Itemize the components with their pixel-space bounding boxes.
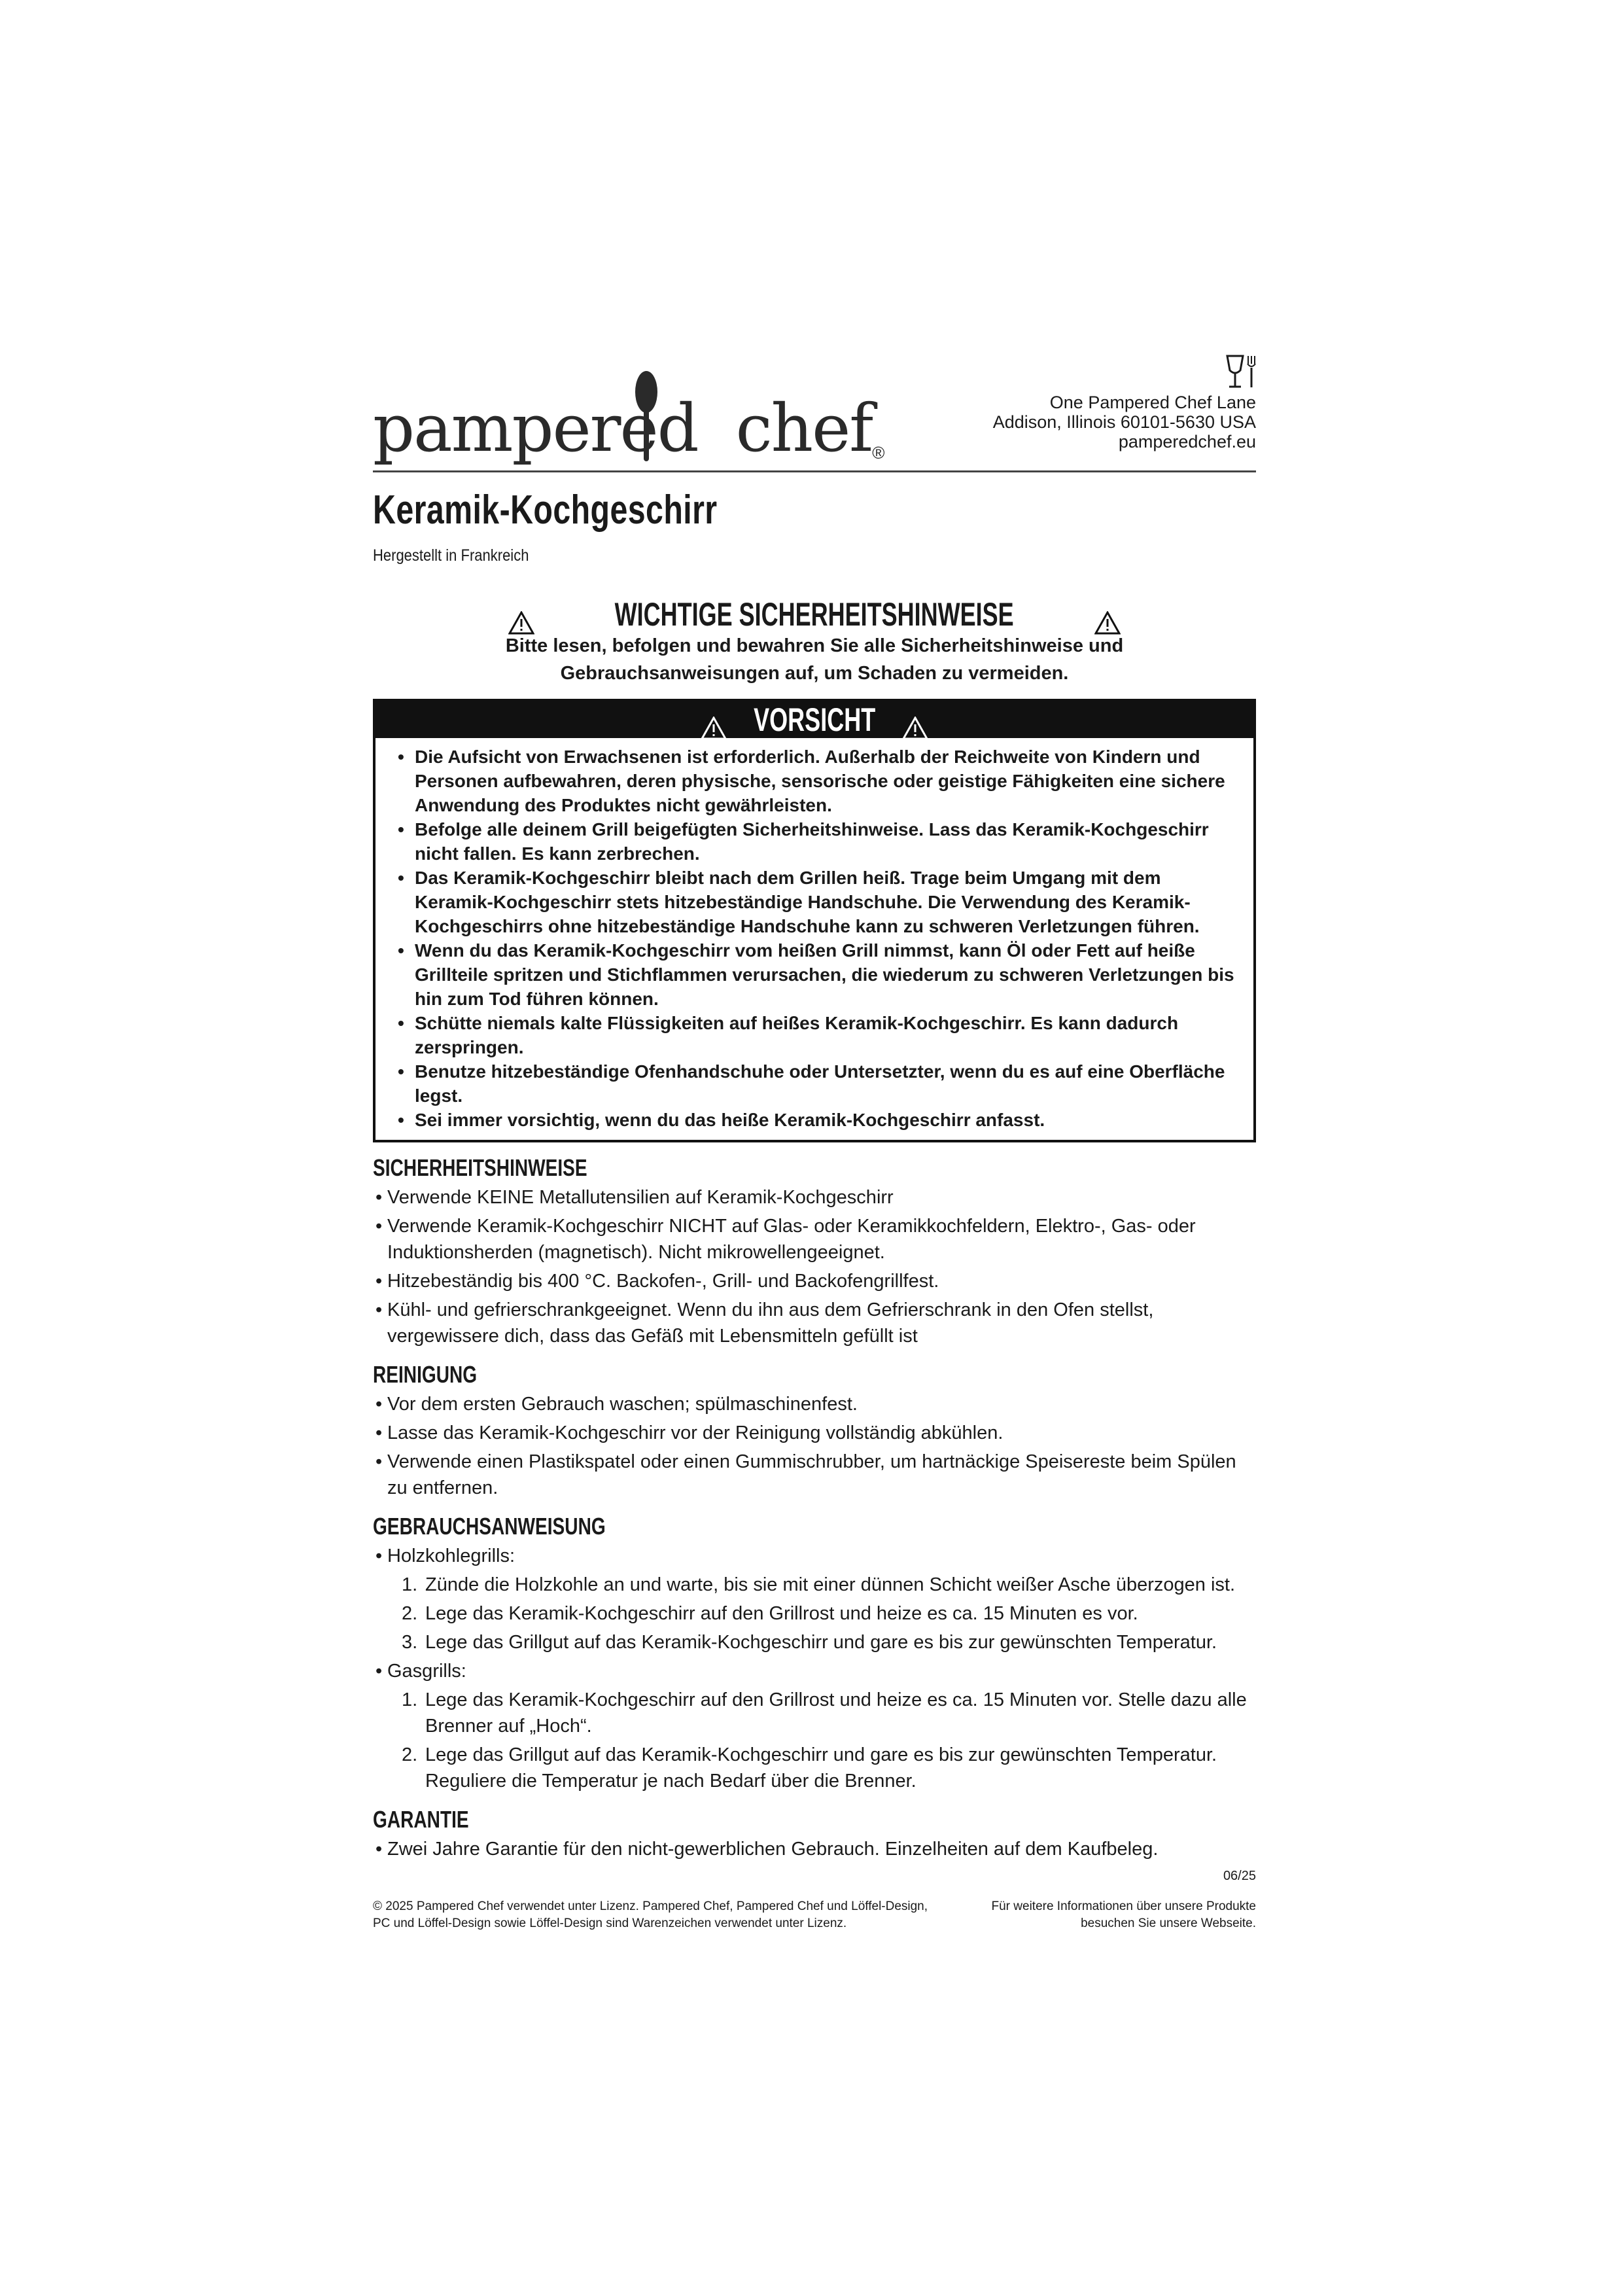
list-item: • Vor dem ersten Gebrauch waschen; spülmaschinenfest. [387, 1391, 1256, 1417]
list-item: • Schütte niemals kalte Flüssigkeiten auf heißes Keramik-Kochgeschirr. Es kann dadurch zerspringen. [415, 1011, 1238, 1059]
product-title: Keramik-Kochgeschirr [373, 487, 718, 533]
gebrauch-list [373, 1543, 1256, 1569]
list-item: • Sei immer vorsichtig, wenn du das heiße Keramik-Kochgeschirr anfasst. [415, 1108, 1238, 1132]
reinigung-list [373, 1391, 1256, 1501]
step-item: 3. Lege das Grillgut auf das Keramik-Kochgeschirr und gare es bis zur gewünschten Temperatur. [402, 1631, 1217, 1653]
list-item: • Benutze hitzebeständige Ofenhandschuhe oder Untersetzter, wenn du es auf eine Oberfläche legst. [415, 1059, 1238, 1108]
list-item-holzkohle: • Holzkohlegrills: [387, 1543, 1256, 1569]
more-info-note: Für weitere Informationen über unsere Produkte besuchen Sie unsere Webseite. [991, 1899, 1256, 1930]
logo-word-pampered: pampered [373, 390, 698, 467]
list-item: • Lasse das Keramik-Kochgeschirr vor der Reinigung vollständig abkühlen. [387, 1420, 1256, 1446]
section-heading-reinigung: REINIGUNG [373, 1360, 478, 1388]
list-item: • Die Aufsicht von Erwachsenen ist erforderlich. Außerhalb der Reichweite von Kindern und Personen aufbewahren, deren physische, sensorische oder geistige Fähigkeiten eine sichere Anwendung des Produktes nicht gewährleisten. [415, 745, 1238, 817]
step-item: 2. Lege das Grillgut auf das Keramik-Kochgeschirr und gare es bis zur gewünschten Temperatur. Reguliere die Temperatur je nach Bedarf über die Brenner. [402, 1744, 1217, 1792]
gas-steps [373, 1687, 1256, 1794]
header-divider [373, 470, 1256, 472]
list-item: • Kühl- und gefrierschrankgeeignet. Wenn du ihn aus dem Gefrierschrank in den Ofen stellst, vergewissere dich, dass das Gefäß mit Lebensmitteln gefüllt ist [387, 1297, 1256, 1349]
footer [373, 1898, 1256, 1944]
header [373, 353, 1256, 468]
holzkohle-steps [373, 1572, 1256, 1655]
address-line2: Addison, Illinois 60101-5630 USA [992, 412, 1256, 432]
safety-subtitle: Bitte lesen, befolgen und bewahren Sie alle Sicherheitshinweise und Gebrauchsanweisungen auf, um Schaden zu vermeiden. [505, 635, 1124, 684]
warning-triangle-icon [701, 716, 727, 740]
list-item: • Wenn du das Keramik-Kochgeschirr vom heißen Grill nimmst, kann Öl oder Fett auf heiße Grillteile spritzen und Stichflammen verursachen, die wiederum zu schweren Verletzungen bis hin zum Tod führen können. [415, 938, 1238, 1011]
warning-triangle-icon [508, 611, 534, 635]
step-item: 2. Lege das Keramik-Kochgeschirr auf den Grillrost und heize es ca. 15 Minuten es vor. [402, 1602, 1138, 1624]
caution-box [373, 699, 1256, 1142]
safety-title: WICHTIGE SICHERHEITSHINWEISE [614, 596, 1015, 633]
list-item: • Verwende KEINE Metallutensilien auf Keramik-Kochgeschirr [387, 1184, 1256, 1210]
caution-title: VORSICHT [753, 701, 876, 738]
address-line1: One Pampered Chef Lane [1049, 393, 1256, 412]
caution-list [375, 745, 1253, 1132]
made-in: Hergestellt in Frankreich [373, 546, 529, 565]
safety-header [373, 595, 1256, 635]
list-item: • Das Keramik-Kochgeschirr bleibt nach dem Grillen heiß. Trage beim Umgang mit dem Keramik-Kochgeschirr stets hitzebeständige Handschuhe. Die Verwendung des Keramik-Kochgeschirrs ohne hitzebeständige Handschuhe kann zu schweren Verletzungen führen. [415, 866, 1238, 938]
section-heading-sicherheit: SICHERHEITSHINWEISE [373, 1154, 587, 1181]
step-item: 1. Lege das Keramik-Kochgeschirr auf den Grillrost und heize es ca. 15 Minuten vor. Stelle dazu alle Brenner auf „Hoch“. [402, 1689, 1247, 1737]
list-item: • Befolge alle deinem Grill beigefügten Sicherheitshinweise. Lass das Keramik-Kochgeschirr nicht fallen. Es kann zerbrechen. [415, 817, 1238, 866]
list-item: • Hitzebeständig bis 400 °C. Backofen-, Grill- und Backofengrillfest. [387, 1268, 1256, 1294]
caution-header [375, 701, 1253, 738]
website: pamperedchef.eu [1118, 432, 1256, 451]
list-item: • Verwende einen Plastikspatel oder einen Gummischrubber, um hartnäckige Speisereste beim Spülen zu entfernen. [387, 1449, 1256, 1501]
warning-triangle-icon [1094, 611, 1121, 635]
pampered-chef-logo [373, 370, 884, 468]
section-heading-gebrauch: GEBRAUCHSANWEISUNG [373, 1512, 606, 1540]
garantie-list [373, 1836, 1256, 1862]
warning-triangle-icon [902, 716, 928, 740]
section-heading-garantie: GARANTIE [373, 1805, 469, 1833]
step-item: 1. Zünde die Holzkohle an und warte, bis sie mit einer dünnen Schicht weißer Asche überzogen ist. [402, 1574, 1236, 1595]
sicherheit-list [373, 1184, 1256, 1349]
company-address [993, 353, 1256, 451]
gebrauch-list-gas [373, 1658, 1256, 1684]
list-item: • Verwende Keramik-Kochgeschirr NICHT auf Glas- oder Keramikkochfeldern, Elektro-, Gas- oder Induktionsherden (magnetisch). Nicht mikrowellengeeignet. [387, 1213, 1256, 1265]
registered-mark: ® [872, 443, 884, 463]
list-item: • Zwei Jahre Garantie für den nicht-gewerblichen Gebrauch. Einzelheiten auf dem Kaufbeleg. [387, 1836, 1256, 1862]
copyright-notice: © 2025 Pampered Chef verwendet unter Lizenz. Pampered Chef, Pampered Chef und Löffel-Design, PC und Löffel-Design sowie Löffel-Design sind Warenzeichen verwendet unter Lizenz. [373, 1899, 928, 1930]
list-item-gasgrills: • Gasgrills: [387, 1658, 1256, 1684]
food-safe-glass-fork-icon [1225, 353, 1256, 390]
instruction-sheet [373, 353, 1256, 1944]
version-code: 06/25 [1223, 1868, 1256, 1883]
logo-word-chef: chef [735, 390, 873, 467]
